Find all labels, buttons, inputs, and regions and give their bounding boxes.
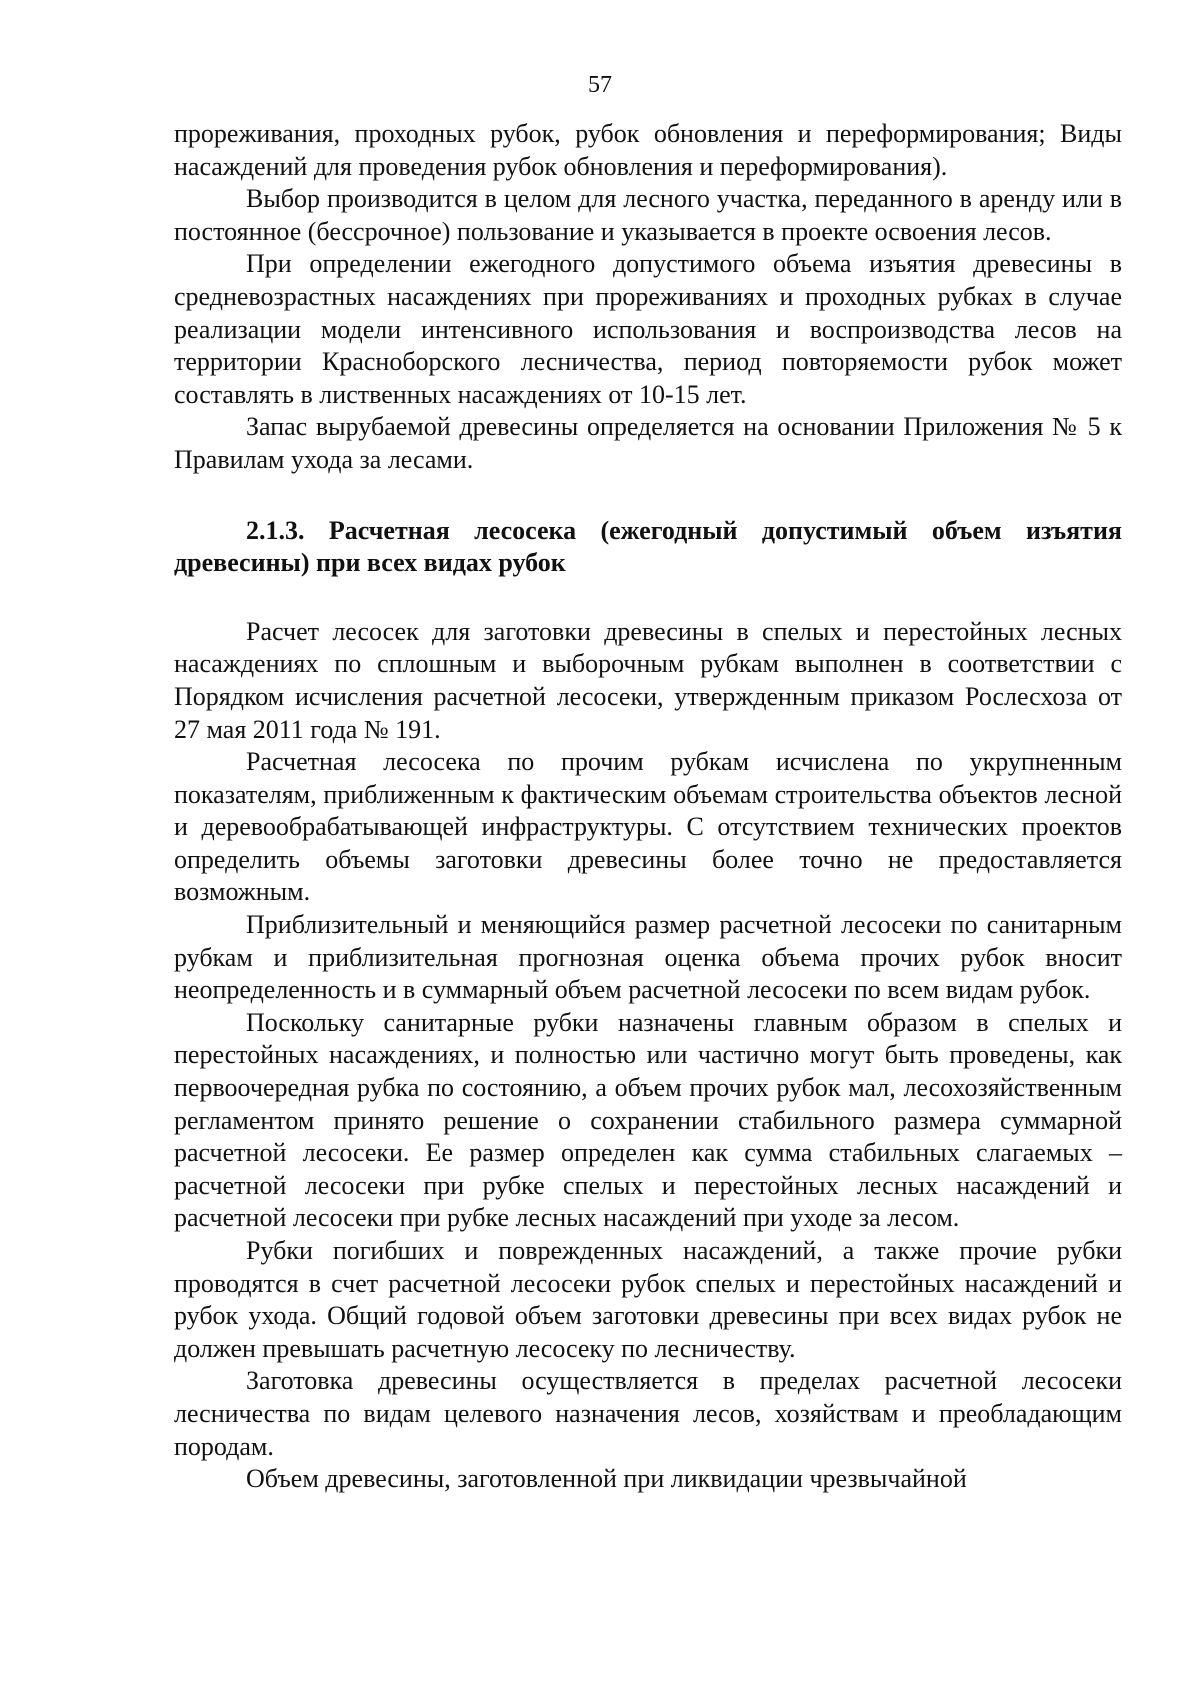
paragraph-last: Объем древесины, заготовленной при ликвидации чрезвычайной: [246, 1464, 967, 1494]
paragraph: Расчет лесосек для заготовки древесины в спелых и перестойных лесных насаждениях по сплошным и выборочным рубкам выполнен в соответствии с Порядком исчисления расчетной лесосеки, утвержденным приказом Рослесхоза от 27 мая 2011 года № 191.: [174, 616, 1122, 744]
paragraph: Поскольку санитарные рубки назначены главным образом в спелых и перестойных насаждениях, и полностью или частично могут быть проведены, как первоочередная рубка по состоянию, а объем прочих рубок мал, лесохозяйственным регламентом принято решение о сохранении стабильного размера суммарной расчетной лесосеки. Ее размер определен как сумма стабильных слагаемых – расчетной лесосеки при рубке спелых и перестойных лесных насаждений и расчетной лесосеки при рубке лесных насаждений при уходе за лесом.: [174, 1007, 1122, 1233]
paragraph-continuation: прореживания, проходных рубок, рубок обновления и переформирования; Виды насаждений для проведения рубок обновления и переформирования).: [174, 119, 1122, 181]
paragraph: Выбор производится в целом для лесного участка, переданного в аренду или в постоянное (бессрочное) пользование и указывается в проекте освоения лесов.: [174, 184, 1122, 246]
paragraph: При определении ежегодного допустимого объема изъятия древесины в средневозрастных насаждениях при прореживаниях и проходных рубках в случае реализации модели интенсивного использования и воспроизводства лесов на территории Красноборского лесничества, период повторяемости рубок может составлять в лиственных насаждениях от 10-15 лет.: [174, 249, 1122, 409]
paragraph: Запас вырубаемой древесины определяется на основании Приложения № 5 к Правилам ухода за лесами.: [174, 412, 1122, 474]
section-heading: 2.1.3. Расчетная лесосека (ежегодный допустимый объем изъятия древесины) при всех видах рубок: [174, 515, 1122, 578]
paragraph: Заготовка древесины осуществляется в пределах расчетной лесосеки лесничества по видам целевого назначения лесов, хозяйствам и преобладающим породам.: [174, 1366, 1122, 1461]
document-body: [174, 118, 1122, 1496]
paragraph: Расчетная лесосека по прочим рубкам исчислена по укрупненным показателям, приближенным к фактическим объемам строительства объектов лесной и деревообрабатывающей инфраструктуры. С отсутствием технических проектов определить объемы заготовки древесины более точно не предоставляется возможным.: [174, 747, 1122, 907]
paragraph: Рубки погибших и поврежденных насаждений, а также прочие рубки проводятся в счет расчетной лесосеки рубок спелых и перестойных насаждений и рубок ухода. Общий годовой объем заготовки древесины при всех видах рубок не должен превышать расчетную лесосеку по лесничеству.: [174, 1236, 1122, 1363]
paragraph: Приблизительный и меняющийся размер расчетной лесосеки по санитарным рубкам и приблизительная прогнозная оценка объема прочих рубок вносит неопределенность и в суммарный объем расчетной лесосеки по всем видам рубок.: [174, 910, 1122, 1005]
page-number: 57: [588, 72, 612, 98]
